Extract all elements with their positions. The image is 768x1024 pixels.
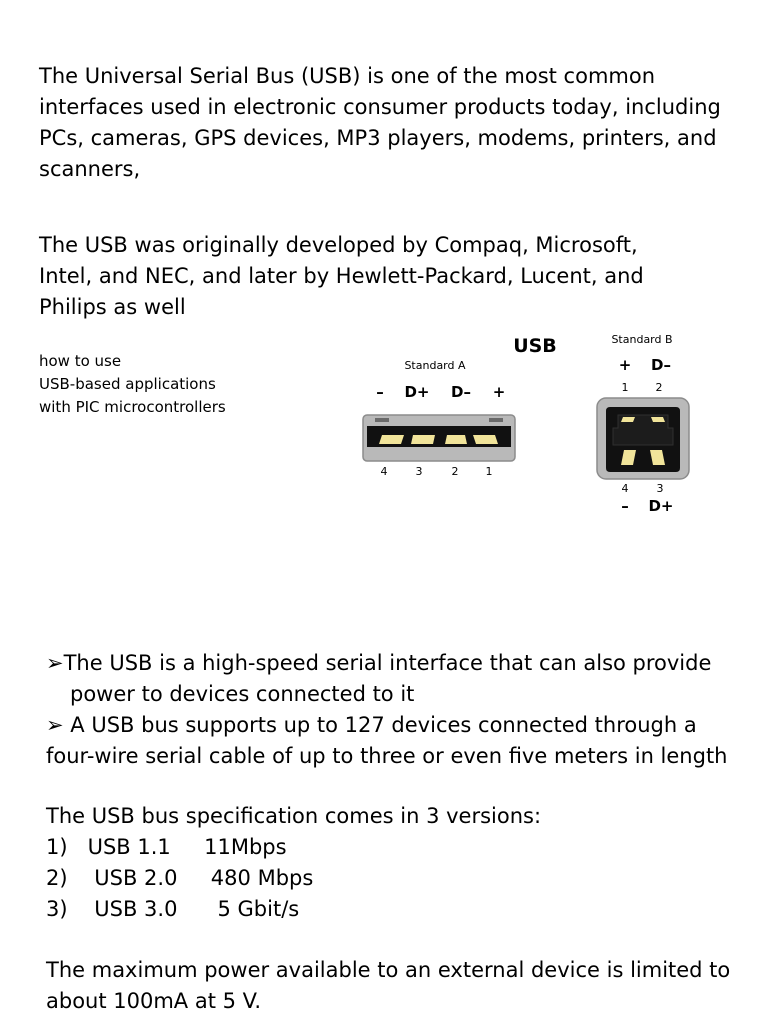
standard-a-signal: D+ xyxy=(404,383,430,401)
intro-line: interfaces used in electronic consumer products today, including xyxy=(39,95,721,119)
intro-line: The Universal Serial Bus (USB) is one of the most common xyxy=(39,64,656,88)
standard-b-label: Standard B xyxy=(611,333,673,346)
standard-b-pin: 2 xyxy=(655,381,663,394)
standard-b-pin: 1 xyxy=(621,381,629,394)
standard-a-contact xyxy=(473,435,498,444)
usb-connector-diagram xyxy=(355,325,695,520)
diagram-title: USB xyxy=(513,335,557,357)
standard-a-contact xyxy=(411,435,435,444)
bullet-arrow-icon: ➢ xyxy=(46,713,64,737)
versions-heading: The USB bus specification comes in 3 versions: xyxy=(46,804,542,828)
standard-a-signal: – xyxy=(376,383,384,401)
standard-b-contact xyxy=(651,417,665,422)
standard-b-connector xyxy=(597,333,689,515)
intro-paragraph xyxy=(39,61,739,185)
power-paragraph xyxy=(46,955,730,1017)
standard-a-signal: D– xyxy=(451,383,471,401)
bullet-arrow-icon: ➢ xyxy=(46,651,64,675)
usb-versions xyxy=(46,801,541,925)
bullet-continuation: four-wire serial cable of up to three or even five meters in length xyxy=(46,744,728,768)
intro-line: scanners, xyxy=(39,157,141,181)
standard-b-signal: + xyxy=(618,356,632,374)
history-line: The USB was originally developed by Compaq, Microsoft, xyxy=(39,233,638,257)
bullet-continuation: power to devices connected to it xyxy=(70,682,415,706)
pic-note xyxy=(39,350,226,419)
history-line: Philips as well xyxy=(39,295,186,319)
bullet-item xyxy=(46,710,761,741)
standard-a-pin: 4 xyxy=(380,465,388,478)
bullet-text: A USB bus supports up to 127 devices connected through a xyxy=(63,713,697,737)
standard-b-pin: 3 xyxy=(656,482,664,495)
standard-b-pin: 4 xyxy=(621,482,629,495)
note-line: how to use xyxy=(39,352,122,370)
standard-b-signal: – xyxy=(621,497,629,515)
version-item: 2) USB 2.0 480 Mbps xyxy=(46,866,314,890)
history-line: Intel, and NEC, and later by Hewlett-Packard, Lucent, and xyxy=(39,264,644,288)
standard-a-latch xyxy=(489,418,503,422)
standard-a-label: Standard A xyxy=(404,359,466,372)
bullet-item xyxy=(46,648,761,679)
standard-a-signal: + xyxy=(492,383,506,401)
note-line: with PIC microcontrollers xyxy=(39,398,226,416)
standard-a-contact xyxy=(445,435,467,444)
note-line: USB-based applications xyxy=(39,375,216,393)
standard-a-pin: 2 xyxy=(451,465,459,478)
standard-a-pin: 1 xyxy=(485,465,493,478)
standard-a-connector xyxy=(363,359,515,478)
standard-b-contact xyxy=(621,417,635,422)
power-line: about 100mA at 5 V. xyxy=(46,989,261,1013)
standard-b-signal: D– xyxy=(651,356,671,374)
standard-a-contact xyxy=(379,435,404,444)
usb-bullet-list xyxy=(46,648,761,772)
power-line: The maximum power available to an external device is limited to xyxy=(46,958,731,982)
bullet-text: The USB is a high-speed serial interface that can also provide xyxy=(63,651,712,675)
standard-a-latch xyxy=(375,418,389,422)
standard-a-pin: 3 xyxy=(415,465,423,478)
history-paragraph xyxy=(39,230,739,323)
standard-b-signal: D+ xyxy=(648,497,674,515)
version-item: 3) USB 3.0 5 Gbit/s xyxy=(46,897,300,921)
intro-line: PCs, cameras, GPS devices, MP3 players, modems, printers, and xyxy=(39,126,717,150)
version-item: 1) USB 1.1 11Mbps xyxy=(46,835,287,859)
